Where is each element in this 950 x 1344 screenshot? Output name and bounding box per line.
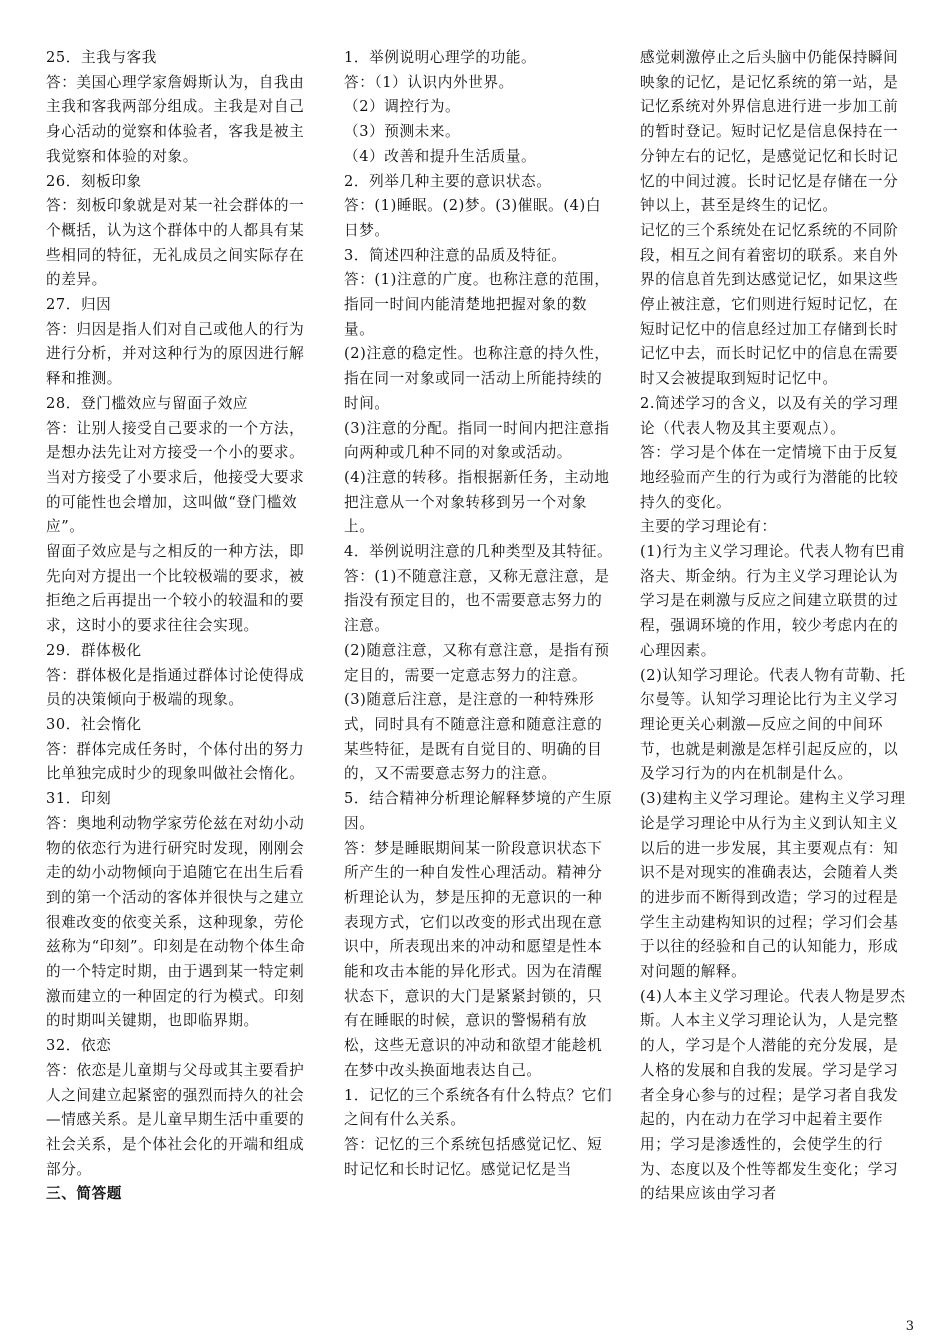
answer-1-item-3: （3）预测未来。: [344, 123, 461, 141]
term-heading-27: 27．归因: [46, 296, 112, 314]
answer-1-item-4: （4）改善和提升生活质量。: [344, 147, 537, 165]
section-heading: 三、简答题: [46, 1185, 122, 1203]
learning-theories-intro: 主要的学习理论有：: [640, 518, 777, 536]
question-3: 3．简述四种注意的品质及特征。: [344, 246, 567, 264]
question-2: 2．列举几种主要的意识状态。: [344, 172, 552, 190]
answer-26: 答：刻板印象就是对某一社会群体的一个概括，认为这个群体中的人都具有某些相同的特征，无礼成员之间实际存在的差异。: [46, 197, 305, 289]
question-4: 4．举例说明注意的几种类型及其特征。: [344, 543, 613, 561]
question-learning: 2.简述学习的含义，以及有关的学习理论（代表人物及其主要观点）。: [640, 394, 899, 437]
answer-27: 答：归因是指人们对自己或他人的行为进行分析，并对这种行为的原因进行解释和推测。: [46, 320, 305, 388]
question-5: 5．结合精神分析理论解释梦境的产生原因。: [344, 790, 613, 832]
answer-3-item-3: (3)注意的分配。指同一时间内把注意指向两种或几种不同的对象或活动。: [344, 419, 610, 462]
column-right: [640, 46, 910, 1207]
answer-1-item-1: 答：（1）认识内外世界。: [344, 73, 514, 91]
term-heading-26: 26．刻板印象: [46, 172, 142, 190]
answer-28-continued: 留面子效应是与之相反的一种方法，即先向对方提出一个比较极端的要求，被拒绝之后再提出一个较小的较温和的要求，这时小的要求往往会实现。: [46, 543, 305, 635]
answer-3-item-2: (2)注意的稳定性。也称注意的持久性，指在同一对象或同一活动上所能持续的时间。: [344, 345, 610, 412]
term-heading-31: 31．印刻: [46, 790, 112, 808]
answer-5: 答：梦是睡眠期间某一阶段意识状态下所产生的一种自发性心理活动。精神分析理论认为，梦是压抑的无意识的一种表现方式，它们以改变的形式出现在意识中，所表现出来的冲动和愿望是性本能和攻击本能的异化形式。因为在清醒状态下，意识的大门是紧紧封锁的，只有在睡眠的时候，意识的警惕稍有放松，这些无意识的冲动和欲望才能趁机在梦中改头换面地表达自己。: [344, 839, 603, 1079]
term-heading-30: 30．社会惰化: [46, 715, 142, 733]
column-middle: [344, 46, 616, 1182]
page-number: 3: [905, 1319, 914, 1334]
answer-1-item-2: （2）调控行为。: [344, 98, 461, 116]
answer-29: 答：群体极化是指通过群体讨论使得成员的决策倾向于极端的现象。: [46, 666, 305, 709]
answer-learning: 答：学习是个体在一定情境下由于反复地经验而产生的行为或行为潜能的比较持久的变化。: [640, 444, 899, 511]
answer-4-item-3: (3)随意后注意，是注意的一种特殊形式，同时具有不随意注意和随意注意的某些特征，是既有自觉目的、明确的目的，又不需要意志努力的注意。: [344, 691, 603, 783]
theory-constructivism: (3)建构主义学习理论。建构主义学习理论是学习理论中从行为主义到认知主义以后的进一步发展，其主要观点有：知识不是对现实的准确表达，会随着人类的进步而不断得到改造；学习的过程是学生主动建构知识的过程；学习们会基于以往的经验和自己的认知能力，形成对问题的解释。: [640, 790, 906, 981]
theory-humanism: (4)人本主义学习理论。代表人物是罗杰斯。人本主义学习理论认为，人是完整的人，学习是个人潜能的充分发展，是人格的发展和自我的发展。学习是学习者全身心参与的过程；是学习者自我发起的，内在动力在学习中起着主要作用；学习是渗透性的，会使学生的行为、态度以及个性等都发生变化；学习的结果应该由学习者: [640, 987, 906, 1203]
theory-behaviorism: (1)行为主义学习理论。代表人物有巴甫洛夫、斯金纳。行为主义学习理论认为学习是在刺激与反应之间建立联贯的过程，强调环境的作用，较少考虑内在的心理因素。: [640, 543, 906, 659]
term-heading-32: 32．依恋: [46, 1037, 112, 1055]
answer-31: 答：奥地利动物学家劳伦兹在对幼小动物的依恋行为进行研究时发现，刚刚会走的幼小动物倾向于追随它在出生后看到的第一个活动的客体并很快与之建立很难改变的依变关系，这种现象，劳伦兹称为“印刻”。印刻是在动物个体生命的一个特定时期，由于遇到某一特定刺激而建立的一种固定的行为模式。印刻的时期叫关键期，也即临界期。: [46, 814, 306, 1030]
answer-30: 答：群体完成任务时，个体付出的努力比单独完成时少的现象叫做社会惰化。: [46, 740, 305, 783]
answer-4-item-2: (2)随意注意，又称有意注意，是指有预定目的，需要一定意志努力的注意。: [344, 641, 610, 684]
term-heading-25: 25．主我与客我: [46, 49, 157, 66]
question-memory: 1．记忆的三个系统各有什么特点？它们之间有什么关系。: [344, 1086, 613, 1129]
answer-memory-continued: 感觉刺激停止之后头脑中仍能保持瞬间映象的记忆，是记忆系统的第一站，是记忆系统对外界信息进行进一步加工前的暂时登记。短时记忆是信息保持在一分钟左右的记忆，是感觉记忆和长时记忆的中间过渡。长时记忆是存储在一分钟以上，甚至是终生的记忆。: [640, 49, 899, 215]
answer-3-item-4: (4)注意的转移。指根据新任务，主动地把注意从一个对象转移到另一个对象上。: [344, 468, 610, 536]
answer-4-item-1: 答：(1)不随意注意，又称无意注意，是指没有预定目的，也不需要意志努力的注意。: [344, 567, 610, 635]
answer-memory: 答：记忆的三个系统包括感觉记忆、短时记忆和长时记忆。感觉记忆是当: [344, 1135, 603, 1178]
column-left: [46, 46, 318, 1207]
answer-32: 答：依恋是儿童期与父母或其主要看护人之间建立起紧密的强烈而持久的社会—情感关系。是儿童早期生活中重要的社会关系，是个体社会化的开端和组成部分。: [46, 1061, 305, 1178]
theory-cognitive: (2)认知学习理论。代表人物有苛勒、托尔曼等。认知学习理论比行为主义学习理论更关心刺激—反应之间的中间环节，也就是刺激是怎样引起反应的，以及学习行为的内在机制是什么。: [640, 666, 906, 783]
answer-28: 答：让别人接受自己要求的一个方法，是想办法先让对方接受一个小的要求。当对方接受了小要求后，他接受大要求的可能性也会增加，这叫做“登门槛效应”。: [46, 419, 305, 536]
answer-2: 答：(1)睡眠。(2)梦。(3)催眠。(4)白日梦。: [344, 197, 602, 239]
term-heading-29: 29．群体极化: [46, 641, 142, 659]
question-1: 1．举例说明心理学的功能。: [344, 49, 537, 66]
answer-25: 答：美国心理学家詹姆斯认为，自我由主我和客我两部分组成。主我是对自己身心活动的觉察和体验者，客我是被主我觉察和体验的对象。: [46, 73, 305, 165]
memory-relationship: 记忆的三个系统处在记忆系统的不同阶段，相互之间有着密切的联系。来自外界的信息首先到达感觉记忆，如果这些停止被注意，它们则进行短时记忆，在短时记忆中的信息经过加工存储到长时记忆中去，而长时记忆中的信息在需要时又会被提取到短时记忆中。: [640, 221, 899, 388]
answer-3-item-1: 答：(1)注意的广度。也称注意的范围，指同一时间内能清楚地把握对象的数量。: [344, 271, 610, 338]
term-heading-28: 28．登门槛效应与留面子效应: [46, 394, 249, 412]
